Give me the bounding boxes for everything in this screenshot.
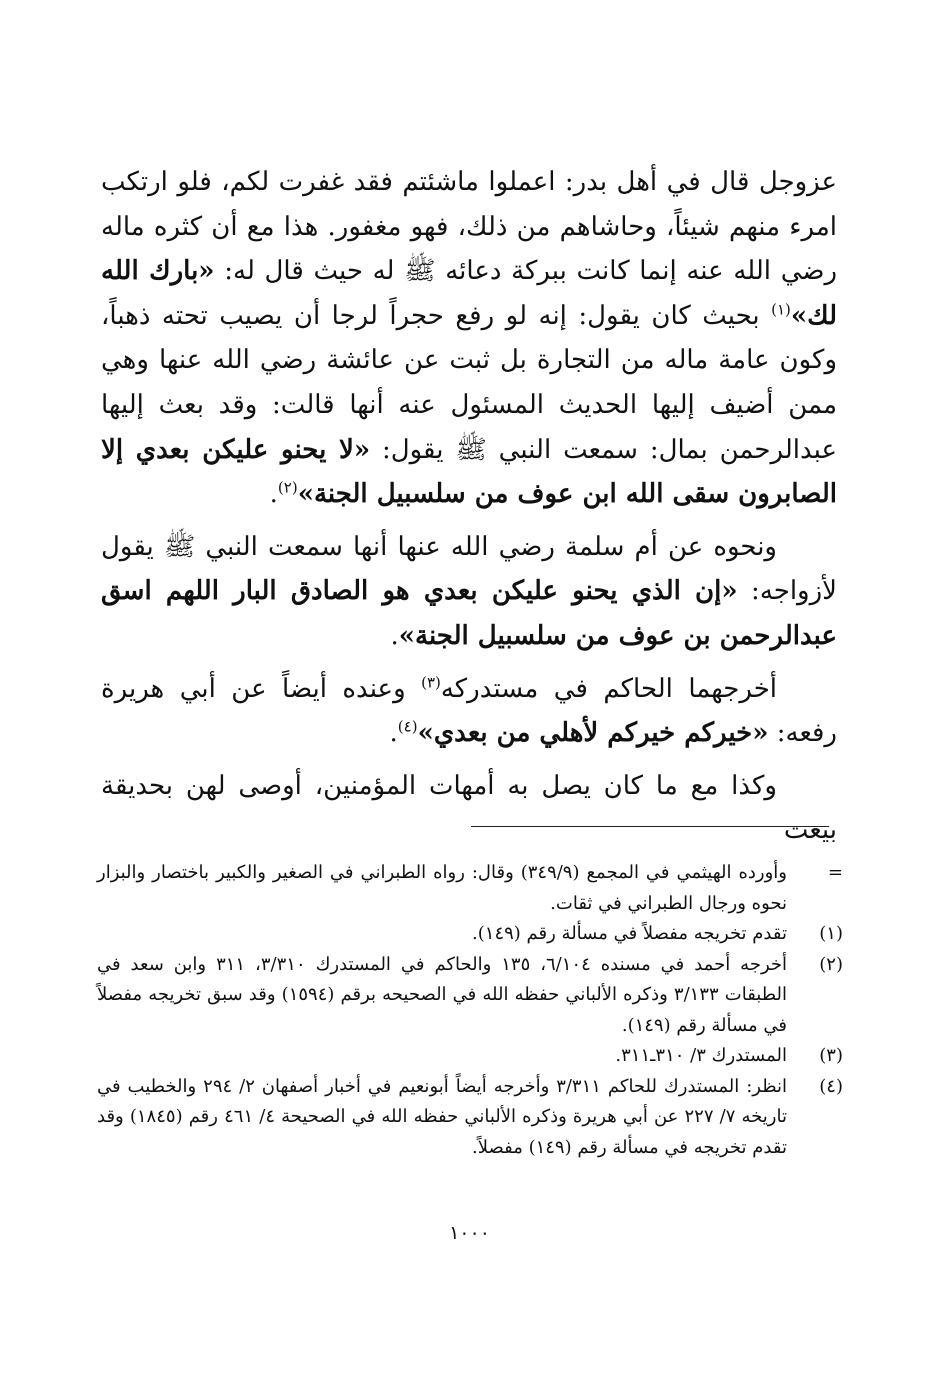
footnote-text: انظر: المستدرك للحاكم ٣/٣١١ وأخرجه أيضاً أبونعيم في أخبار أصفهان ٢/ ٢٩٤ والخطيب في تاريخه ٧/ ٢٢٧ عن أبي هريرة وذكره الألباني حفظه الله في الصحيحة ٤/ ٤٦١ رقم (١٨٤٥) وقد تقدم تخريجه في مسألة رقم (١٤٩) مفصلاً. (97, 1075, 787, 1158)
paragraph-text: . (269, 479, 278, 510)
footnote-4 (97, 1072, 843, 1164)
paragraph-3 (101, 667, 837, 756)
paragraph-text: . (390, 620, 399, 651)
footnote-ref-4: (٤) (397, 717, 418, 736)
paragraph-text: . (389, 718, 398, 749)
paragraph-text: وكذا مع ما كان يصل به أمهات المؤمنين، أوصى لهن بحديقة بيعت (101, 770, 837, 846)
footnote-text: تقدم تخريجه مفصلاً في مسألة رقم (١٤٩). (472, 923, 787, 944)
paragraph-text: وعنده أيضاً عن أبي هريرة رفعه: (101, 673, 837, 749)
footnote-ref-1: (١) (771, 300, 791, 319)
page-number: ١٠٠٠ (449, 1222, 490, 1244)
footnote-text: المستدرك ٣/ ٣١٠ـ٣١١. (615, 1045, 787, 1066)
hadith-quote: «لا يحنو عليكن بعدي إلا الصابرون سقى الله ابن عوف من سلسبيل الجنة» (101, 434, 837, 510)
footnote-text: وأورده الهيثمي في المجمع (٣٤٩/٩) وقال: رواه الطبراني في الصغير والكبير باختصار والبزار نحوه ورجال الطبراني في ثقات. (97, 862, 787, 914)
footnotes (97, 858, 843, 1163)
hadith-quote: «إن الذي يحنو عليكن بعدي هو الصادق البار اللهم اسق عبدالرحمن بن عوف من سلسبيل الجنة» (101, 576, 837, 651)
hadith-quote: «بارك الله لك» (101, 256, 837, 331)
footnote-3 (97, 1041, 843, 1072)
paragraph-4 (101, 764, 837, 853)
main-text (101, 160, 837, 853)
footnote-2 (97, 950, 843, 1042)
footnote-separator (471, 826, 829, 827)
paragraph-2 (101, 525, 837, 659)
footnote-1 (97, 919, 843, 950)
footnote-number: (١) (819, 923, 843, 944)
hadith-quote: «خيركم خيركم لأهلي من بعدي» (417, 718, 769, 749)
paragraph-text: عزوجل قال في أهل بدر: اعملوا ماشئتم فقد غفرت لكم، فلو ارتكب امرء منهم شيئاً، وحاشاهم من ذلك، فهو مغفور. هذا مع أن كثره ماله رضي الله عنه إنما كانت ببركة دعائه ﷺ له حيث قال له: (101, 167, 838, 287)
footnote-number: (٣) (819, 1045, 843, 1066)
footnote-number: (٢) (819, 953, 843, 975)
footnote-ref-3: (٣) (421, 672, 441, 691)
footnote-continuation (97, 858, 843, 919)
paragraph-text: بحيث كان يقول: إنه لو رفع حجراً لرجا أن يصيب تحته ذهباً، وكون عامة ماله من التجارة بل ثبت عن عائشة رضي الله عنها وهي ممن أضيف إليها الحديث المسئول عنه أنها قالت: وقد بعث إليها عبدالرحمن بمال: سمعت النبي ﷺ يقول: (101, 300, 837, 465)
paragraph-text: أخرجهما الحاكم في مستدركه (440, 673, 777, 704)
paragraph-text: ونحوه عن أم سلمة رضي الله عنها أنها سمعت النبي ﷺ يقول لأزواجه: (101, 531, 837, 607)
paragraph-1 (101, 160, 837, 517)
footnote-ref-2: (٢) (277, 478, 298, 497)
footnote-text: أخرجه أحمد في مسنده ٦/١٠٤، ١٣٥ والحاكم في المستدرك ٣/٣١٠، ٣١١ وابن سعد في الطبقات ٣/١٣٣ وذكره الألباني حفظه الله في الصحيحه برقم (١٥٩٤) وقد سبق تخريجه مفصلاً في مسألة رقم (١٤٩). (97, 953, 788, 1036)
footnote-number: (٤) (819, 1075, 843, 1097)
footnote-number: = (827, 862, 843, 883)
